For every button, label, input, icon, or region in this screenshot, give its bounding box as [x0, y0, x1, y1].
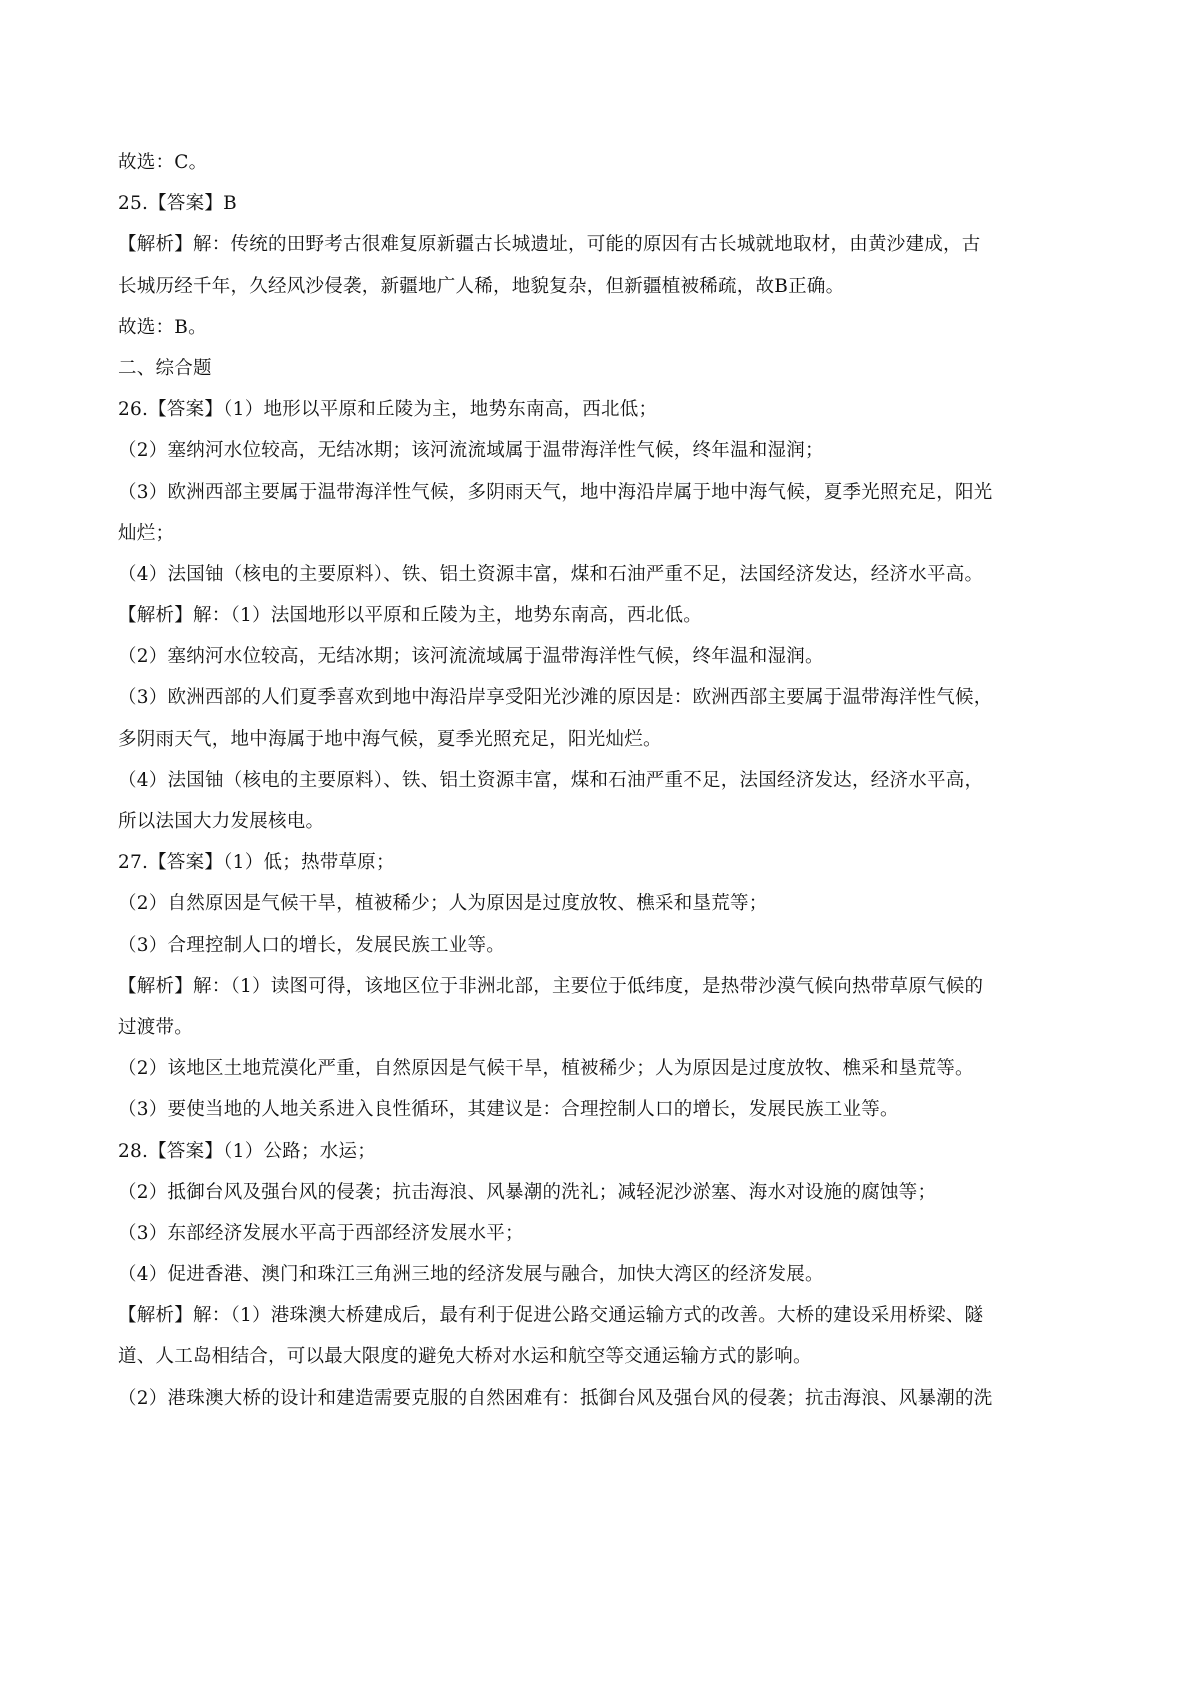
- text-line: 28.【答案】（1）公路；水运；: [118, 1140, 376, 1162]
- text-line: （2）该地区土地荒漠化严重，自然原因是气候干旱，植被稀少；人为原因是过度放牧、樵采和垦荒等。: [118, 1058, 974, 1080]
- text-line: （2）自然原因是气候干旱，植被稀少；人为原因是过度放牧、樵采和垦荒等；: [118, 893, 768, 915]
- text-line: 多阴雨天气，地中海属于地中海气候，夏季光照充足，阳光灿烂。: [118, 728, 662, 750]
- text-line: 过渡带。: [118, 1016, 194, 1038]
- section-heading: 二、综合题: [118, 357, 212, 379]
- text-line: 道、人工岛相结合，可以最大限度的避免大桥对水运和航空等交通运输方式的影响。: [118, 1346, 812, 1368]
- text-line: 【解析】解：（1）读图可得，该地区位于非洲北部，主要位于低纬度，是热带沙漠气候向热带草原气候的: [118, 975, 984, 997]
- text-line: （3）欧洲西部的人们夏季喜欢到地中海沿岸享受阳光沙滩的原因是：欧洲西部主要属于温带海洋性气候，: [118, 687, 993, 709]
- text-line: （3）合理控制人口的增长，发展民族工业等。: [118, 934, 506, 956]
- text-line: 【解析】解：传统的田野考古很难复原新疆古长城遗址，可能的原因有古长城就地取材，由黄沙建成，古: [118, 234, 981, 256]
- text-line: （2）抵御台风及强台风的侵袭；抗击海浪、风暴潮的洗礼；减轻泥沙淤塞、海水对设施的腐蚀等；: [118, 1181, 937, 1203]
- text-line: （3）要使当地的人地关系进入良性循环，其建议是：合理控制人口的增长，发展民族工业等。: [118, 1099, 899, 1121]
- text-line: 所以法国大力发展核电。: [118, 811, 325, 832]
- text-line: 故选：C。: [118, 152, 208, 173]
- text-line: 【解析】解：（1）法国地形以平原和丘陵为主，地势东南高，西北低。: [118, 605, 703, 627]
- text-line: 26.【答案】（1）地形以平原和丘陵为主，地势东南高，西北低；: [118, 399, 658, 421]
- answer-text-body: [118, 150, 1083, 1427]
- text-line: （2）塞纳河水位较高，无结冰期；该河流流域属于温带海洋性气候，终年温和湿润；: [118, 440, 824, 462]
- text-line: （4）法国铀（核电的主要原料）、铁、铝土资源丰富，煤和石油严重不足，法国经济发达，经济水平高。: [118, 563, 984, 585]
- text-line: （4）法国铀（核电的主要原料）、铁、铝土资源丰富，煤和石油严重不足，法国经济发达，经济水平高，: [118, 769, 984, 791]
- text-line: 灿烂；: [118, 522, 175, 544]
- text-line: 25.【答案】B: [118, 193, 238, 215]
- text-line: （3）东部经济发展水平高于西部经济发展水平；: [118, 1222, 524, 1244]
- text-line: （4）促进香港、澳门和珠江三角洲三地的经济发展与融合，加快大湾区的经济发展。: [118, 1264, 824, 1286]
- text-line: （2）塞纳河水位较高，无结冰期；该河流流域属于温带海洋性气候，终年温和湿润。: [118, 646, 824, 668]
- text-line: 27.【答案】（1）低；热带草原；: [118, 852, 395, 874]
- text-line: （2）港珠澳大桥的设计和建造需要克服的自然困难有：抵御台风及强台风的侵袭；抗击海浪、风暴潮的洗: [118, 1387, 993, 1409]
- text-line: 故选：B。: [118, 316, 207, 338]
- text-line: （3）欧洲西部主要属于温带海洋性气候，多阴雨天气，地中海沿岸属于地中海气候，夏季光照充足，阳光: [118, 481, 993, 503]
- text-line: 【解析】解：（1）港珠澳大桥建成后，最有利于促进公路交通运输方式的改善。大桥的建设采用桥梁、隧: [118, 1305, 984, 1327]
- text-line: 长城历经千年，久经风沙侵袭，新疆地广人稀，地貌复杂，但新疆植被稀疏，故B正确。: [118, 275, 845, 297]
